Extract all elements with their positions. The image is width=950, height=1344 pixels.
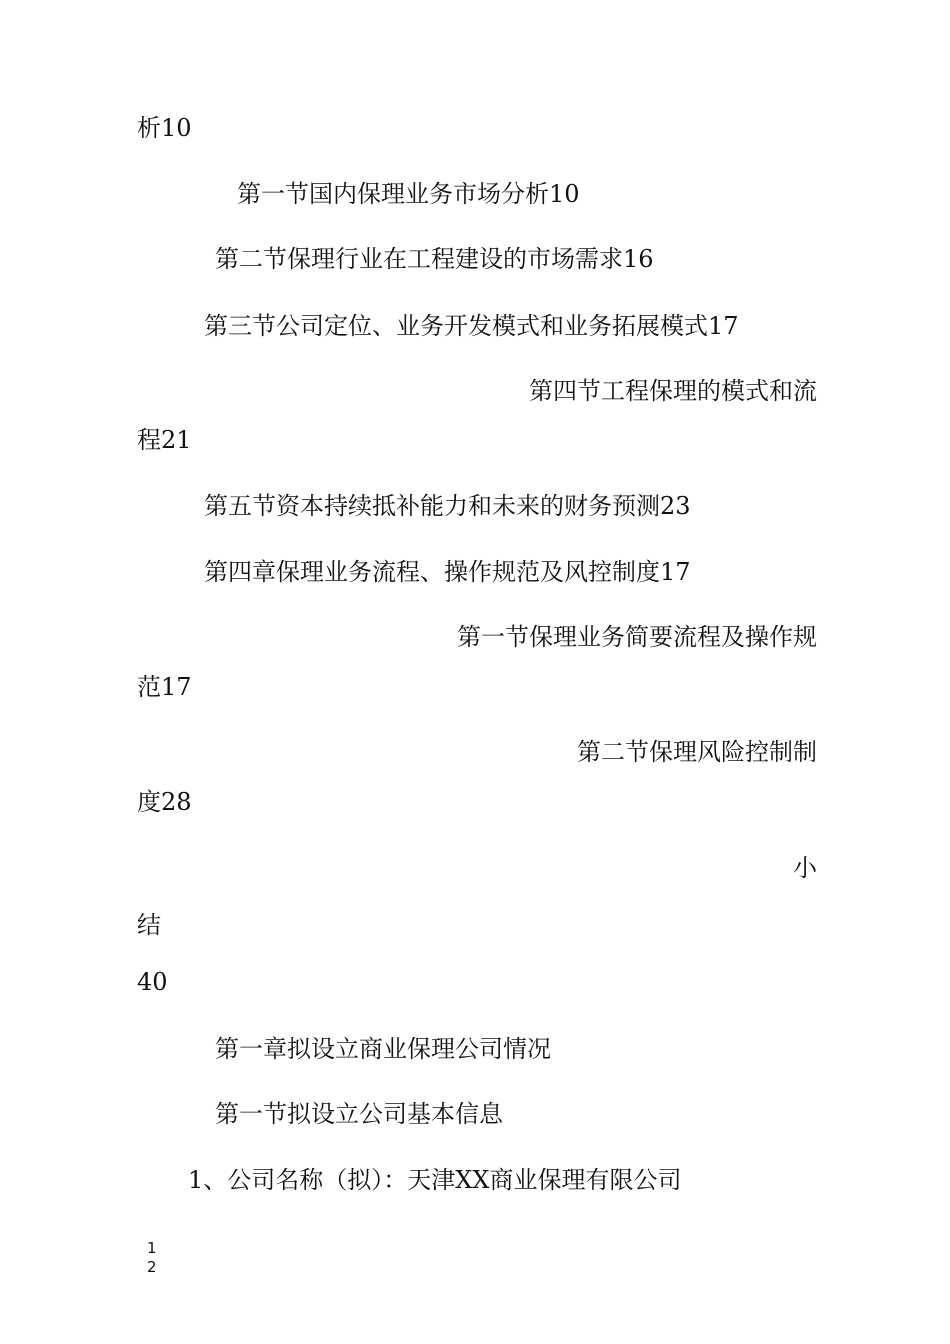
toc-line-12: 度28 — [137, 788, 192, 816]
chapter-title: 第一章拟设立商业保理公司情况 — [215, 1035, 551, 1063]
toc-line-6: 程21 — [137, 426, 192, 454]
toc-line-9: 第一节保理业务简要流程及操作规 — [457, 623, 817, 651]
toc-line-10: 范17 — [137, 673, 192, 701]
section-title: 第一节拟设立公司基本信息 — [215, 1100, 503, 1128]
company-name-item: 1、公司名称（拟）：天津XX商业保理有限公司 — [188, 1166, 682, 1194]
toc-line-1: 析10 — [137, 114, 192, 142]
page-number-digit-2: 2 — [147, 1258, 157, 1276]
toc-line-2: 第一节国内保理业务市场分析10 — [237, 180, 580, 208]
toc-line-14: 结 — [137, 911, 161, 939]
toc-line-7: 第五节资本持续抵补能力和未来的财务预测23 — [204, 492, 691, 520]
toc-line-8: 第四章保理业务流程、操作规范及风控制度17 — [204, 558, 691, 586]
page-number-digit-1: 1 — [147, 1239, 157, 1257]
toc-line-11: 第二节保理风险控制制 — [577, 738, 817, 766]
toc-line-5: 第四节工程保理的模式和流 — [529, 377, 817, 405]
toc-line-13: 小 — [793, 854, 817, 882]
toc-line-15: 40 — [137, 968, 168, 996]
toc-line-3: 第二节保理行业在工程建设的市场需求16 — [215, 245, 654, 273]
toc-line-4: 第三节公司定位、业务开发模式和业务拓展模式17 — [204, 312, 739, 340]
